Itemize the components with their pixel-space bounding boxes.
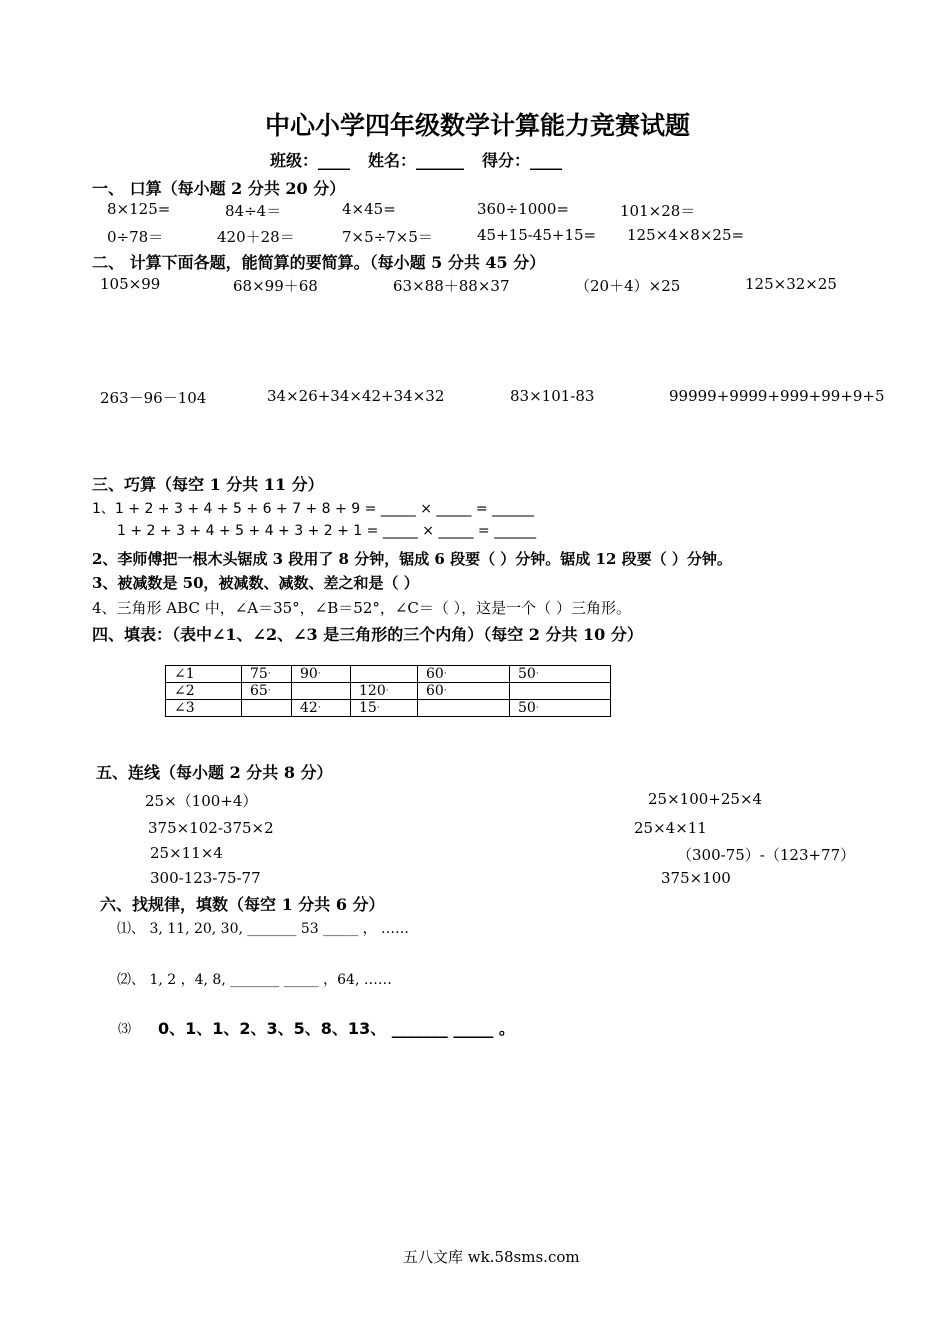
table-cell: 60· [418,683,510,700]
table-row [166,700,611,717]
calc-item: 105×99 [100,275,161,293]
table-cell [292,683,351,700]
section-6-heading: 六、找规律，填数（每空 1 分共 6 分） [100,895,385,914]
table-cell [418,700,510,717]
match-left-item: 375×102-375×2 [148,819,274,837]
table-cell: 120· [351,683,418,700]
calc-item: 125×32×25 [745,275,837,293]
table-cell: 50· [510,666,611,683]
table-cell [351,666,418,683]
footer-watermark: 五八文库 wk.58sms.com [403,1248,580,1266]
table-row [166,683,611,700]
name-field: 姓名：______ [368,151,465,170]
score-field: 得分：____ [482,151,563,170]
oral-item: 420＋28＝ [217,228,295,246]
table-cell: 65· [242,683,292,700]
oral-item: 360÷1000= [477,200,569,218]
question-1b: 1 + 2 + 3 + 4 + 5 + 4 + 3 + 2 + 1 = _____ × _____ = ______ [117,523,537,539]
calc-item: 83×101-83 [510,387,595,405]
section-3-heading: 三、巧算（每空 1 分共 11 分） [92,475,324,494]
match-right-item: 375×100 [661,869,731,887]
section-2-heading: 二、 计算下面各题，能简算的要简算。（每小题 5 分共 45 分） [92,253,546,272]
table-cell [242,700,292,717]
calc-item: 34×26+34×42+34×32 [267,387,445,405]
table-cell: ∠1 [166,666,242,683]
pattern-question-1: ⑴、 3, 11, 20, 30, _______ 53 _____ ， …… [117,921,410,937]
table-cell [510,683,611,700]
oral-item: 101×28＝ [620,202,696,220]
match-left-item: 25×（100+4） [145,792,258,810]
table-cell: 60· [418,666,510,683]
angle-table [165,665,611,717]
calc-item: 63×88＋88×37 [393,277,510,295]
pattern-question-3: 0、1、1、2、3、5、8、13、 _______ _____ 。 [158,1019,515,1038]
table-row [166,666,611,683]
oral-item: 84÷4＝ [225,202,282,220]
oral-item: 125×4×8×25= [627,226,745,244]
table-cell: ∠2 [166,683,242,700]
oral-item: 7×5÷7×5＝ [342,228,433,246]
oral-item: 45+15-45+15= [477,226,597,244]
class-field: 班级：____ [270,151,351,170]
oral-item: 8×125= [107,200,171,218]
page-title: 中心小学四年级数学计算能力竞赛试题 [265,111,691,140]
table-cell: 15· [351,700,418,717]
oral-item: 0÷78＝ [107,228,164,246]
match-left-item: 300-123-75-77 [150,869,261,887]
table-cell: 75· [242,666,292,683]
table-cell: 90· [292,666,351,683]
table-cell: ∠3 [166,700,242,717]
question-1a: 1、1 + 2 + 3 + 4 + 5 + 6 + 7 + 8 + 9 = _____ × _____ = ______ [92,501,535,517]
section-1-heading: 一、 口算（每小题 2 分共 20 分） [92,179,346,198]
match-right-item: 25×4×11 [634,819,707,837]
question-2: 2、李师傅把一根木头锯成 3 段用了 8 分钟，锯成 6 段要（ ）分钟。锯成 12 段要（ ）分钟。 [92,550,732,568]
match-left-item: 25×11×4 [150,844,223,862]
table-cell: 42· [292,700,351,717]
match-right-item: （300-75）-（123+77） [677,846,856,864]
pattern-question-2: ⑵、 1, 2 ，4, 8, _______ _____ ，64, …… [117,972,392,988]
table-cell: 50· [510,700,611,717]
question-4: 4、三角形 ABC 中，∠A＝35°，∠B＝52°，∠C＝（ ），这是一个（ ）三角形。 [92,599,631,617]
calc-item: （20＋4）×25 [575,277,681,295]
question-3: 3、被减数是 50，被减数、减数、差之和是（ ） [92,574,419,592]
match-right-item: 25×100+25×4 [648,790,763,808]
calc-item: 99999+9999+999+99+9+5 [669,387,885,405]
section-5-heading: 五、连线（每小题 2 分共 8 分） [96,763,333,782]
pattern-question-3-number: ⑶ [118,1022,132,1037]
calc-item: 263－96－104 [100,389,207,407]
calc-item: 68×99＋68 [233,277,318,295]
oral-item: 4×45= [342,200,396,218]
section-4-heading: 四、填表：（表中∠1、∠2、∠3 是三角形的三个内角）（每空 2 分共 10 分） [92,625,643,644]
